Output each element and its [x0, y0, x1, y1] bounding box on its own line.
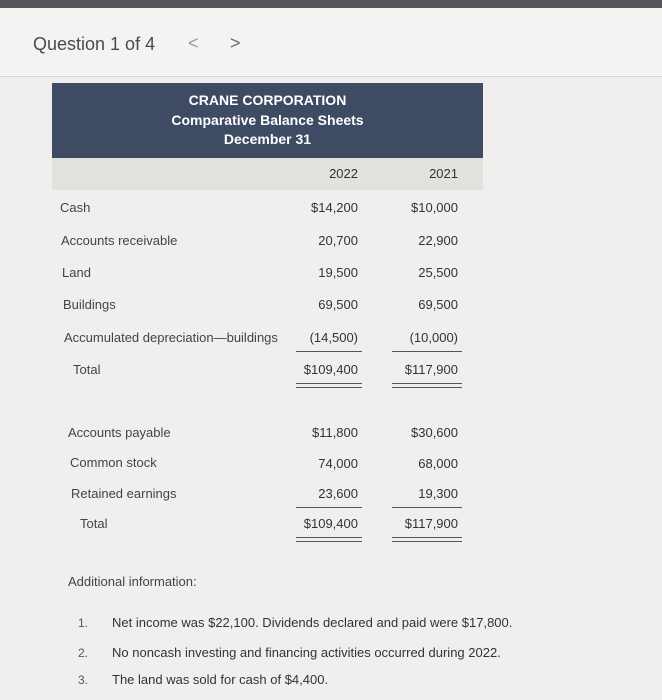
note-number-1: 1.	[78, 616, 89, 630]
row-label-assets-total: Total	[73, 362, 101, 377]
liabilities-total-2021: $117,900	[404, 516, 458, 531]
question-header-bar	[0, 0, 662, 77]
note-text-3: The land was sold for cash of $4,400.	[112, 672, 329, 687]
row-label-common-stock: Common stock	[70, 455, 157, 470]
land-2021: 25,500	[418, 265, 458, 280]
note-number-3: 3.	[78, 673, 89, 687]
retained-earnings-2022: 23,600	[318, 486, 358, 501]
row-label-accumulated-depreciation: Accumulated depreciation—buildings	[64, 330, 278, 345]
additional-information-heading: Additional information:	[68, 574, 197, 589]
row-label-buildings: Buildings	[63, 297, 116, 312]
assets-total-2022: $109,400	[303, 362, 358, 377]
underline-liabilities-2022	[296, 507, 362, 508]
double-underline-liabilities-2021	[392, 537, 462, 542]
underline-liabilities-2021	[392, 507, 462, 508]
retained-earnings-2021: 19,300	[418, 486, 458, 501]
row-label-land: Land	[62, 265, 91, 280]
column-header-2021: 2021	[429, 166, 458, 181]
double-underline-assets-2021	[392, 383, 462, 388]
common-stock-2022: 74,000	[318, 456, 358, 471]
accumulated-depreciation-2022: (14,500)	[309, 330, 358, 345]
buildings-2021: 69,500	[418, 297, 458, 312]
assets-total-2021: $117,900	[404, 362, 458, 377]
top-strip	[0, 0, 662, 8]
note-number-2: 2.	[78, 646, 89, 660]
double-underline-liabilities-2022	[296, 537, 362, 542]
statement-title: Comparative Balance Sheets	[171, 111, 364, 128]
common-stock-2021: 68,000	[418, 456, 458, 471]
accounts-receivable-2021: 22,900	[418, 233, 458, 248]
question-counter: Question 1 of 4	[33, 34, 156, 54]
land-2022: 19,500	[318, 265, 358, 280]
note-text-2: No noncash investing and financing activities occurred during 2022.	[112, 645, 501, 660]
liabilities-total-2022: $109,400	[303, 516, 358, 531]
buildings-2022: 69,500	[318, 297, 358, 312]
double-underline-assets-2022	[296, 383, 362, 388]
row-label-liabilities-total: Total	[80, 516, 108, 531]
accounts-payable-2021: $30,600	[411, 425, 458, 440]
next-question-icon[interactable]: >	[230, 33, 241, 53]
year-header-row	[52, 158, 483, 190]
accounts-payable-2022: $11,800	[311, 425, 358, 440]
row-label-cash: Cash	[60, 200, 91, 215]
underline-assets-2021	[392, 351, 462, 352]
row-label-accounts-receivable: Accounts receivable	[61, 233, 178, 248]
underline-assets-2022	[296, 351, 362, 352]
row-label-retained-earnings: Retained earnings	[71, 486, 177, 501]
accounts-receivable-2022: 20,700	[318, 233, 358, 248]
row-label-accounts-payable: Accounts payable	[68, 425, 171, 440]
balance-sheet-header	[52, 83, 483, 158]
cash-2022: $14,200	[311, 200, 358, 215]
accumulated-depreciation-2021: (10,000)	[409, 330, 458, 345]
previous-question-icon[interactable]: <	[188, 33, 199, 53]
note-text-1: Net income was $22,100. Dividends declared and paid were $17,800.	[112, 615, 513, 630]
cash-2021: $10,000	[411, 200, 458, 215]
company-name: CRANE CORPORATION	[188, 92, 347, 109]
column-header-2022: 2022	[329, 166, 358, 181]
statement-date: December 31	[223, 131, 312, 148]
